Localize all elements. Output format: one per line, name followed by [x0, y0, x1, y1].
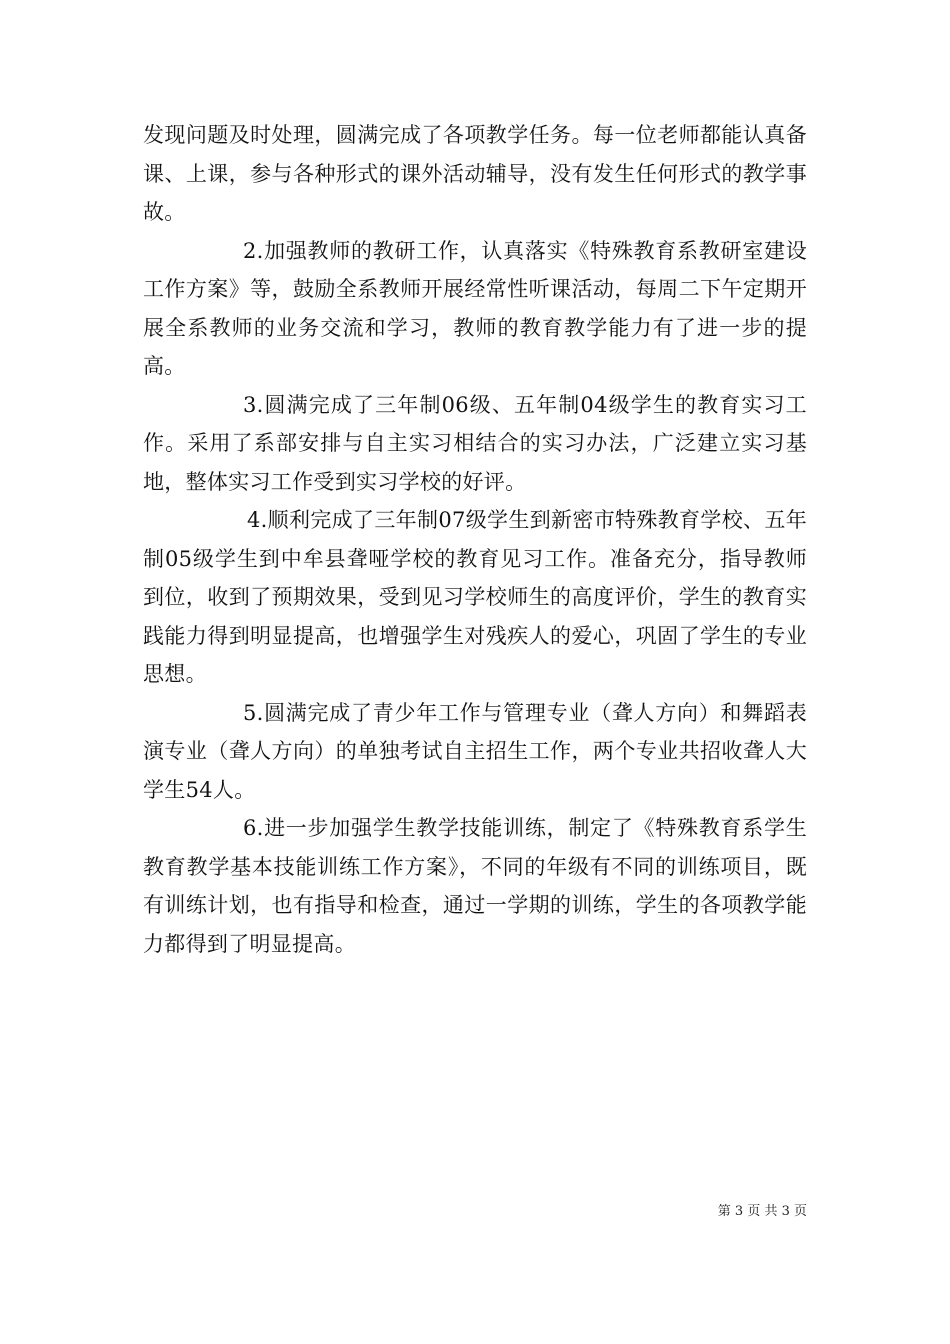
paragraph-continuation: 发现问题及时处理，圆满完成了各项教学任务。每一位老师都能认真备课、上课，参与各种形式的课外活动辅导，没有发生任何形式的教学事故。 [143, 123, 807, 224]
paragraph-item-4: 4.顺利完成了三年制07级学生到新密市特殊教育学校、五年制05级学生到中牟县聋哑学校的教育见习工作。准备充分，指导教师到位，收到了预期效果，受到见习学校师生的高度评价，学生的教育实践能力得到明显提高，也增强学生对残疾人的爱心，巩固了学生的专业思想。 [143, 508, 807, 686]
paragraph-item-3: 3.圆满完成了三年制06级、五年制04级学生的教育实习工作。采用了系部安排与自主实习相结合的实习办法，广泛建立实习基地，整体实习工作受到实习学校的好评。 [143, 392, 807, 494]
paragraph-item-2: 2.加强教师的教研工作，认真落实《特殊教育系教研室建设工作方案》等，鼓励全系教师开展经常性听课活动，每周二下午定期开展全系教师的业务交流和学习，教师的教育教学能力有了进一步的提高。 [143, 238, 807, 378]
paragraph-item-5: 5.圆满完成了青少年工作与管理专业（聋人方向）和舞蹈表演专业（聋人方向）的单独考试自主招生工作，两个专业共招收聋人大学生54人。 [143, 700, 807, 802]
paragraph-item-6: 6.进一步加强学生教学技能训练，制定了《特殊教育系学生教育教学基本技能训练工作方案》，不同的年级有不同的训练项目，既有训练计划，也有指导和检查，通过一学期的训练，学生的各项教学能力都得到了明显提高。 [143, 816, 807, 956]
page-number-footer: 第 3 页 共 3 页 [717, 1204, 807, 1219]
document-body [143, 116, 807, 963]
